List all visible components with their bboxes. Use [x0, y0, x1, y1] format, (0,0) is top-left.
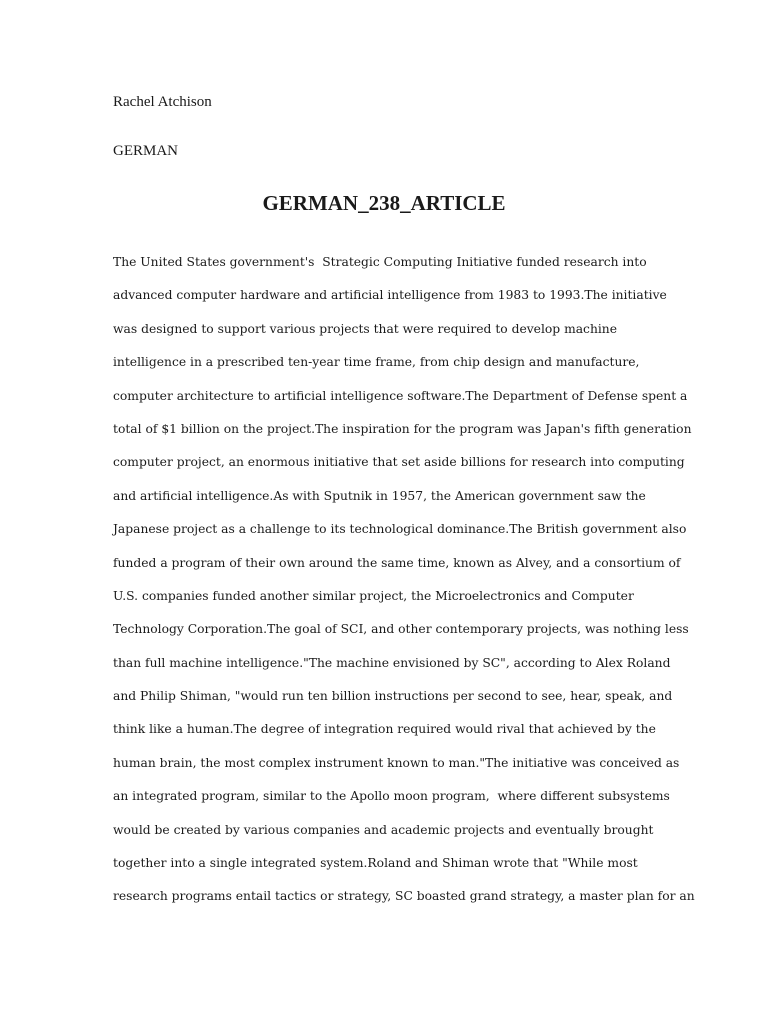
body-paragraph [113, 253, 695, 921]
body-line: think like a human.The degree of integration required would rival that achieved by the [113, 722, 656, 737]
body-line: The United States government's Strategic Computing Initiative funded research into [113, 255, 647, 269]
body-line: than full machine intelligence."The machine envisioned by SC", according to Alex Roland [113, 655, 671, 670]
body-line: research programs entail tactics or strategy, SC boasted grand strategy, a master plan for an [113, 889, 695, 904]
body-line: would be created by various companies and academic projects and eventually brought [113, 822, 654, 837]
body-line: Technology Corporation.The goal of SCI, and other contemporary projects, was nothing less [113, 622, 689, 637]
body-line: total of $1 billion on the project.The inspiration for the program was Japan's fifth generation [113, 421, 692, 436]
body-line: advanced computer hardware and artificial intelligence from 1983 to 1993.The initiative [113, 288, 667, 303]
body-line: together into a single integrated system.Roland and Shiman wrote that "While most [113, 856, 638, 871]
body-line: human brain, the most complex instrument known to man."The initiative was conceived as [113, 755, 680, 770]
body-line: was designed to support various projects that were required to develop machine [113, 321, 617, 336]
body-line: computer project, an enormous initiative that set aside billions for research into computing [113, 455, 685, 470]
body-line: U.S. companies funded another similar project, the Microelectronics and Computer [113, 588, 634, 603]
body-line: and Philip Shiman, "would run ten billion instructions per second to see, hear, speak, and [113, 689, 673, 704]
body-line: Japanese project as a challenge to its technological dominance.The British government also [113, 522, 687, 537]
body-line: intelligence in a prescribed ten-year time frame, from chip design and manufacture, [113, 355, 640, 370]
body-line: an integrated program, similar to the Apollo moon program, where different subsystems [113, 789, 670, 804]
author-name: Rachel Atchison [113, 94, 212, 110]
document-title: GERMAN_238_ARTICLE [262, 191, 506, 215]
body-line: computer architecture to artificial intelligence software.The Department of Defense spent a [113, 388, 688, 403]
body-line: and artificial intelligence.As with Sputnik in 1957, the American government saw the [113, 488, 646, 503]
body-line: funded a program of their own around the same time, known as Alvey, and a consortium of [113, 555, 681, 570]
course-name: GERMAN [113, 143, 179, 159]
